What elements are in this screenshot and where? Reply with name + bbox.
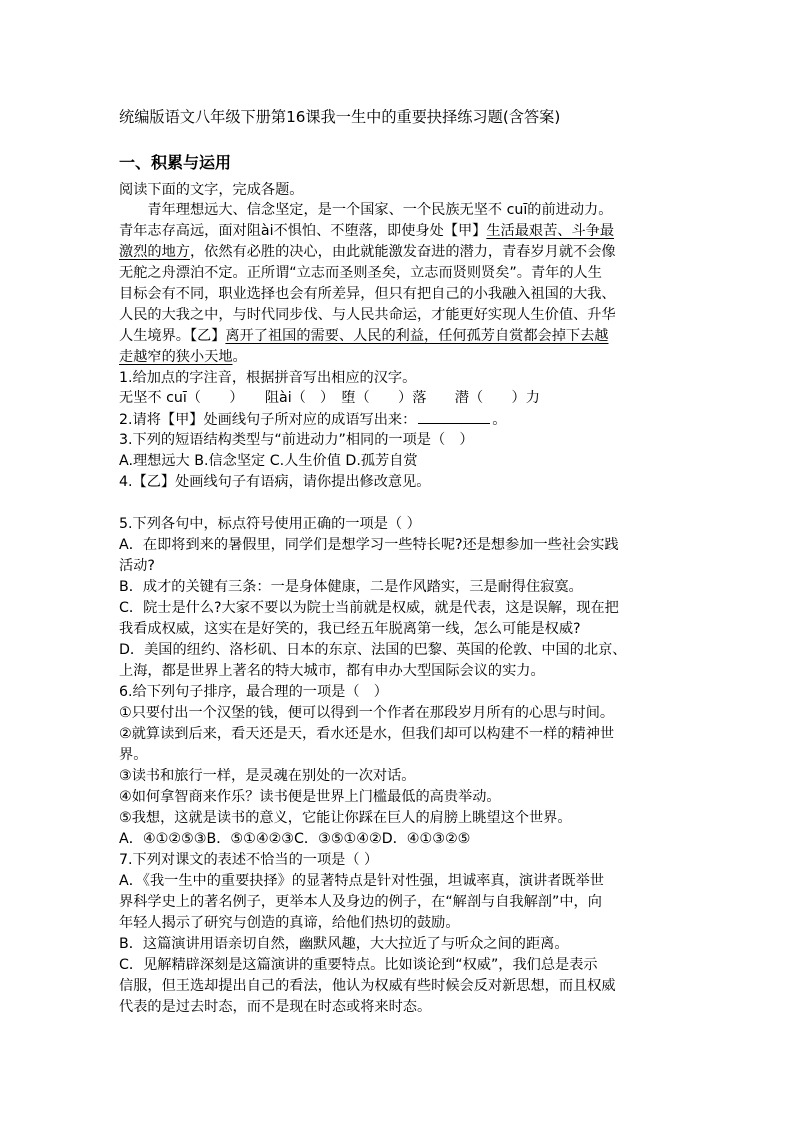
option-line: 界科学史上的著名例子，更举本人及身边的例子，在“解剖与自我解剖”中，向 [119, 894, 602, 910]
option-line: C．院士是什么?大家不要以为院士当前就是权威，就是代表，这是误解，现在把 [119, 600, 619, 616]
option-line: 活动? [119, 558, 155, 574]
intro-line: 阅读下面的文字，完成各题。 [119, 182, 304, 198]
option-line: A．在即将到来的暑假里，同学们是想学习一些特长呢?还是想参加一些社会实践 [119, 537, 619, 553]
sentence-line: ①只要付出一个汉堡的钱，便可以得到一个作者在那段岁月所有的心思与时间。 [119, 705, 615, 721]
passage-text: 人生境界。【乙】 [119, 328, 226, 344]
passage-line: 目标会有不同，职业选择也会有所差异，但只有把自己的小我融入祖国的大我、 [119, 286, 616, 302]
sentence-line: ③读书和旅行一样，是灵魂在别处的一次对话。 [119, 768, 416, 784]
passage-line [119, 347, 247, 367]
option-line: 上海，都是世界上著名的特大城市，都有申办大型国际会议的实力。 [119, 663, 545, 679]
question-7: 7.下列对课文的表述不恰当的一项是（ ） [119, 852, 379, 868]
question-4: 4.【乙】处画线句子有语病，请你提出修改意见。 [119, 474, 431, 490]
option-line: B．成才的关键有三条：一是身体健康，二是作风踏实，三是耐得住寂寞。 [119, 579, 583, 595]
underlined-phrase-jia: 激烈的地方 [119, 244, 190, 260]
passage-line: 青年理想远大、信念坚定，是一个国家、一个民族无坚不 cuī的前进动力。 [119, 202, 613, 218]
question-3-options: A.理想远大 B.信念坚定 C.人生价值 D.孤芳自赏 [119, 453, 418, 469]
passage-line: 无舵之舟漂泊不定。正所谓“立志而圣则圣矣，立志而贤则贤矣”。青年的人生 [119, 265, 602, 281]
option-line: 我看成权威，这实在是好笑的，我已经五年脱离第一线，怎么可能是权威? [119, 621, 581, 637]
passage-line [119, 221, 614, 241]
sentence-line: ⑤我想，这就是读书的意义，它能让你踩在巨人的肩膀上眺望这个世界。 [119, 810, 572, 826]
passage-line [119, 326, 608, 346]
question-2-text: 2.请将【甲】处画线句子所对应的成语写出来： [119, 412, 417, 428]
underlined-phrase-jia: 生活最艰苦、斗争最 [486, 223, 615, 239]
question-1-items: 无坚不 cuī（ ） 阻ài（ ） 堕（ ）落 潜（ ）力 [119, 390, 540, 406]
sentence-line: ④如何拿智商来作乐？读书便是世界上门槛最低的高贵举动。 [119, 789, 501, 805]
question-6: 6.给下列句子排序，最合理的一项是（ ） [119, 684, 388, 700]
answer-blank[interactable] [418, 409, 490, 424]
option-line: C．见解精辟深刻是这篇演讲的重要特点。比如谈论到“权威”，我们总是表示 [119, 957, 598, 973]
section-heading: 一、积累与运用 [119, 153, 232, 172]
document-title: 统编版语文八年级下册第16课我一生中的重要抉择练习题(含答案) [119, 108, 561, 126]
option-line: A．④①②⑤③B．⑤①④②③C．③⑤①④②D．④①③②⑤ [119, 831, 471, 847]
option-line: B．这篇演讲用语亲切自然，幽默风趣，大大拉近了与听众之间的距离。 [119, 936, 569, 952]
passage-line [119, 242, 616, 262]
passage-text: 。 [232, 349, 247, 365]
question-2-end: 。 [492, 412, 507, 428]
question-3: 3.下列的短语结构类型与“前进动力”相同的一项是（ ） [119, 432, 474, 448]
option-line: 信服，但王选却提出自己的看法，他认为权威有些时候会反对新思想，而且权威 [119, 978, 616, 994]
question-2 [119, 409, 507, 430]
passage-text: 青年志存高远，面对阻ài不惧怕、不堕落，即使身处【甲】 [119, 223, 487, 239]
passage-line: 人民的大我之中，与时代同步伐、与人民共命运，才能更好实现人生价值、升华 [119, 307, 616, 323]
question-1: 1.给加点的字注音，根据拼音写出相应的汉字。 [119, 370, 417, 386]
option-line: A．《我一生中的重要抉择》的显著特点是针对性强，坦诚率真，演讲者既举世 [119, 873, 604, 889]
option-line: 代表的是过去时态，而不是现在时态或将来时态。 [119, 999, 432, 1015]
sentence-line: 界。 [119, 747, 148, 763]
option-line: D．美国的纽约、洛杉矶、日本的东京、法国的巴黎、英国的伦敦、中国的北京、 [119, 642, 627, 658]
passage-text: ，依然有必胜的决心，由此就能激发奋进的潜力，青春岁月就不会像 [189, 244, 616, 260]
underlined-sentence-yi: 走越窄的狭小天地 [119, 349, 233, 365]
underlined-sentence-yi: 离开了祖国的需要、人民的利益，任何孤芳自赏都会掉下去越 [225, 328, 609, 344]
question-5: 5.下列各句中，标点符号使用正确的一项是（ ） [119, 516, 421, 532]
option-line: 年轻人揭示了研究与创造的真谛，给他们热切的鼓励。 [119, 915, 460, 931]
sentence-line: ②就算读到后来，看天还是天，看水还是水，但我们却可以构建不一样的精神世 [119, 726, 615, 742]
